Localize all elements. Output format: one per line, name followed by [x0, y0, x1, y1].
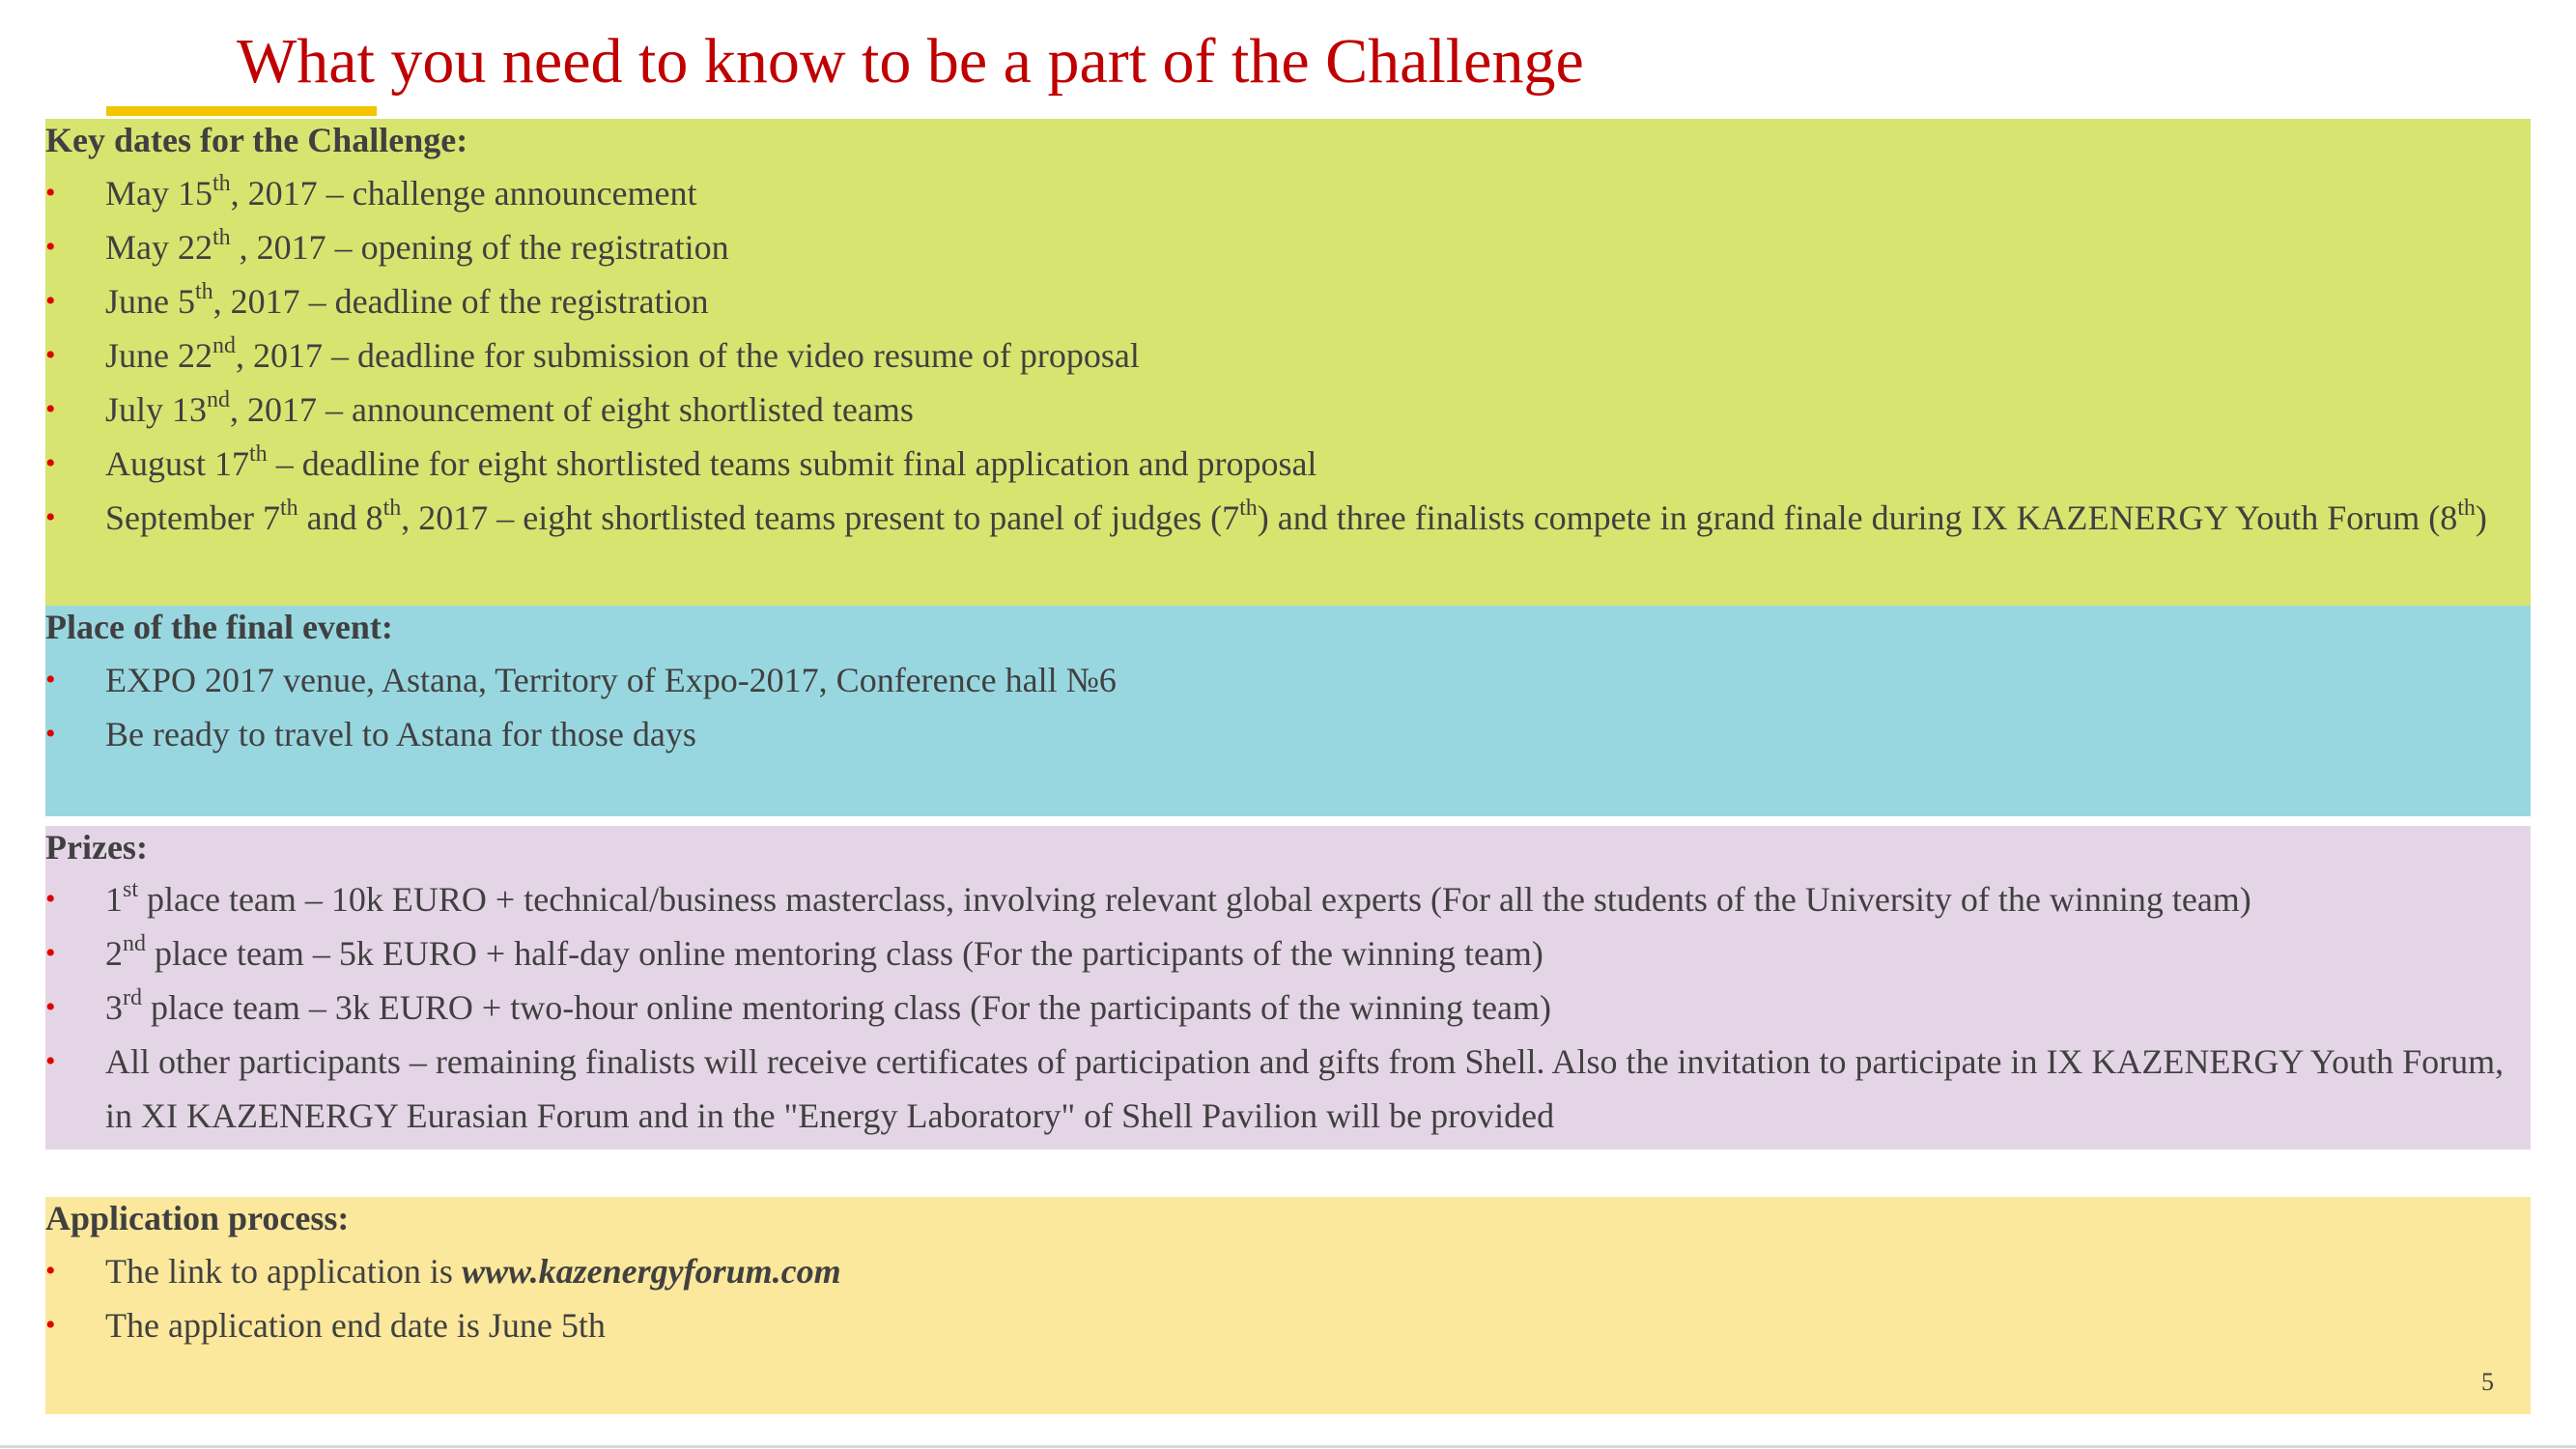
list-item: • All other participants – remaining finalists will receive certificates of participation and gifts from Shell. Also the invitation to participate in IX KAZENERGY Youth Forum, in XI KAZENERGY Eurasian Forum and in the "Energy Laboratory" of Shell Pavilion will be provided [45, 1035, 2531, 1143]
list-item: • The application end date is June 5th [45, 1298, 2531, 1352]
key-dates-section [45, 119, 2531, 606]
list-item: • June 5th, 2017 – deadline of the registration [45, 274, 2531, 328]
list-item: • 2nd place team – 5k EURO + half-day online mentoring class (For the participants of the winning team) [45, 926, 2531, 980]
prizes-heading: Prizes: [45, 828, 148, 867]
bullet-icon: • [45, 1255, 56, 1287]
place-list [45, 653, 2531, 761]
application-heading: Application process: [45, 1199, 350, 1237]
page-number: 5 [2481, 1368, 2494, 1396]
bullet-icon: • [45, 991, 56, 1023]
bullet-icon: • [45, 393, 56, 425]
place-heading: Place of the final event: [45, 608, 393, 646]
list-item: • 1st place team – 10k EURO + technical/business masterclass, involving relevant global experts (For all the students of the University of the winning team) [45, 872, 2531, 926]
list-item: • May 15th, 2017 – challenge announcement [45, 166, 2531, 220]
list-item: • 3rd place team – 3k EURO + two-hour online mentoring class (For the participants of the winning team) [45, 980, 2531, 1035]
bullet-icon: • [45, 177, 56, 209]
bullet-icon: • [45, 883, 56, 915]
prizes-section [45, 826, 2531, 1150]
application-list [45, 1244, 2531, 1352]
list-item: • The link to application is www.kazenergyforum.com [45, 1244, 2531, 1298]
title-accent-bar [106, 106, 377, 116]
bullet-icon: • [45, 937, 56, 969]
bullet-icon: • [45, 231, 56, 263]
bullet-icon: • [45, 501, 56, 533]
bullet-icon: • [45, 1309, 56, 1341]
list-item: • September 7th and 8th, 2017 – eight shortlisted teams present to panel of judges (7th) and three finalists compete in grand finale during IX KAZENERGY Youth Forum (8th) [45, 491, 2531, 545]
bullet-icon: • [45, 285, 56, 317]
bottom-divider [0, 1445, 2576, 1448]
list-item: • EXPO 2017 venue, Astana, Territory of Expo-2017, Conference hall №6 [45, 653, 2531, 707]
bullet-icon: • [45, 1045, 56, 1077]
bullet-icon: • [45, 339, 56, 371]
list-item: • May 22th , 2017 – opening of the registration [45, 220, 2531, 274]
slide-title: What you need to know to be a part of the Challenge [237, 26, 1584, 97]
key-dates-list [45, 166, 2531, 545]
list-item: • July 13nd, 2017 – announcement of eight shortlisted teams [45, 383, 2531, 437]
bullet-icon: • [45, 664, 56, 696]
list-item: • August 17th – deadline for eight shortlisted teams submit final application and proposal [45, 437, 2531, 491]
application-section [45, 1197, 2531, 1414]
list-item: • June 22nd, 2017 – deadline for submission of the video resume of proposal [45, 328, 2531, 383]
prizes-list [45, 872, 2531, 1143]
bullet-icon: • [45, 447, 56, 479]
bullet-icon: • [45, 718, 56, 750]
application-link[interactable]: www.kazenergyforum.com [461, 1252, 841, 1291]
place-section [45, 606, 2531, 816]
list-item: • Be ready to travel to Astana for those days [45, 707, 2531, 761]
key-dates-heading: Key dates for the Challenge: [45, 121, 468, 159]
